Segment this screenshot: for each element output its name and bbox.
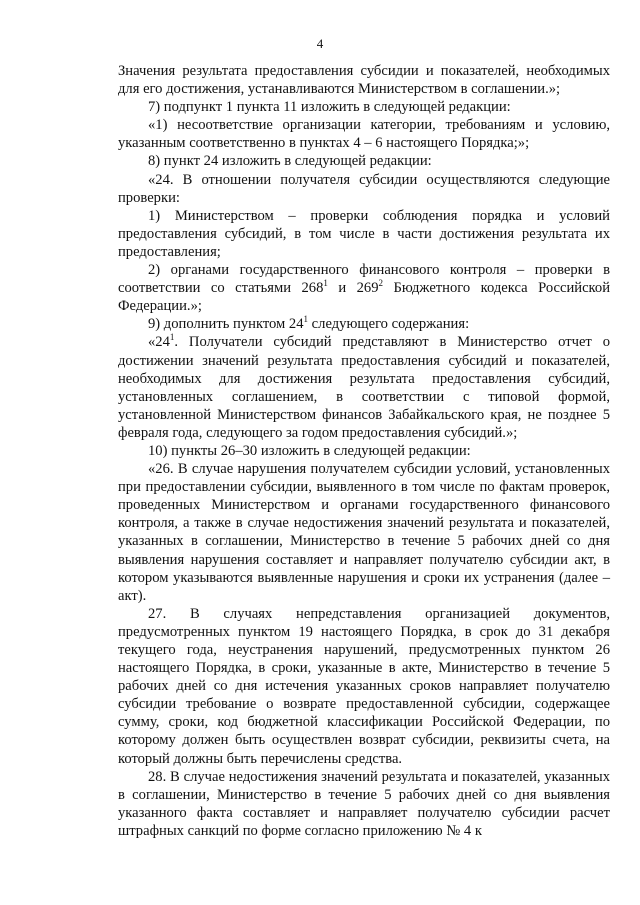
paragraph — [118, 152, 610, 170]
paragraph — [118, 62, 610, 98]
paragraph — [118, 460, 610, 605]
document-body — [118, 62, 610, 840]
page-number: 4 — [316, 36, 324, 51]
paragraph — [118, 442, 610, 460]
paragraph-text: следующего содержания: — [308, 316, 470, 333]
paragraph-text: «1) несоответствие организации категории, требованиям и условию, указанным соответственно в пунктах 4 – 6 настоящего Порядка;»; — [118, 117, 610, 152]
paragraph-text: 7) подпункт 1 пункта 11 изложить в следующей редакции: — [148, 99, 511, 116]
paragraph-text: 10) пункты 26–30 изложить в следующей редакции: — [148, 442, 471, 459]
paragraph — [118, 261, 610, 315]
paragraph-text: 2) органами государственного финансового контроля – проверки в соответствии со статьями 268 — [118, 262, 610, 297]
paragraph — [118, 605, 610, 768]
paragraph-text: «24 — [148, 334, 170, 351]
paragraph-text: 27. В случаях непредставления организацией документов, предусмотренных пунктом 19 настоящего Порядка, в срок до 31 декабря текущего года, неустранения нарушений, предусмотренных пунктом 26 настоящего Порядка, в сроки, указанные в акте, Министерство в течение 5 рабочих дней со дня истечения указанных сроков направляет получателю субсидии требование о возврате предоставленной субсидии, содержащее сумму, сроки, код бюджетной классификации Российской Федерации, по которому должен быть осуществлен возврат субсидии, реквизиты счета, на который должны быть перечислены средства. — [118, 605, 610, 767]
paragraph-text: 9) дополнить пунктом 24 — [148, 316, 304, 333]
paragraph-text: 28. В случае недостижения значений результата и показателей, указанных в соглашении, Министерство в течение 5 рабочих дней со дня выявления указанного факта составляет и направляет получателю субсидии расчет штрафных санкций по форме согласно приложению № 4 к — [118, 768, 610, 839]
paragraph-text: Бюджетного кодекса Российской Федерации.»; — [118, 280, 611, 315]
paragraph — [118, 98, 610, 116]
superscript: 1 — [303, 314, 309, 325]
paragraph — [118, 116, 610, 152]
superscript: 1 — [169, 332, 175, 343]
paragraph — [118, 315, 610, 333]
paragraph-text: . Получатели субсидий представляют в Министерство отчет о достижении значений результата предоставления субсидий и показателей, необходимых для достижения результата предоставления субсидий, установленных соглашением, в соответствии с типовой формой, установленной Министерством финансов Забайкальского края, не позднее 5 февраля года, следующего за годом предоставления субсидий.»; — [118, 334, 610, 441]
paragraph-text: 8) пункт 24 изложить в следующей редакции: — [148, 153, 432, 170]
paragraph-text: «24. В отношении получателя субсидии осуществляются следующие проверки: — [118, 171, 610, 206]
paragraph-text: «26. В случае нарушения получателем субсидии условий, установленных при предоставлении субсидии, выявленного в том числе по фактам проверок, проведенных Министерством и органами государственного финансового контроля, а также в случае недостижения значений результата и показателей, указанных в соглашении, Министерство в течение 5 рабочих дней со дня выявления нарушения составляет и направляет получателю субсидии акт, в котором указываются выявленные нарушения и сроки их устранения (далее – акт). — [118, 461, 610, 604]
paragraph — [118, 333, 610, 442]
paragraph-text: Значения результата предоставления субсидии и показателей, необходимых для его достижения, устанавливаются Министерством в соглашении.»; — [118, 63, 610, 98]
paragraph-text: и 269 — [327, 280, 379, 297]
paragraph — [118, 768, 610, 840]
paragraph-text: 1) Министерством – проверки соблюдения порядка и условий предоставления субсидий, в том числе в части достижения результата их предоставления; — [118, 207, 610, 260]
superscript: 1 — [323, 278, 328, 289]
superscript: 2 — [378, 278, 384, 289]
paragraph — [118, 207, 610, 261]
paragraph — [118, 171, 610, 207]
